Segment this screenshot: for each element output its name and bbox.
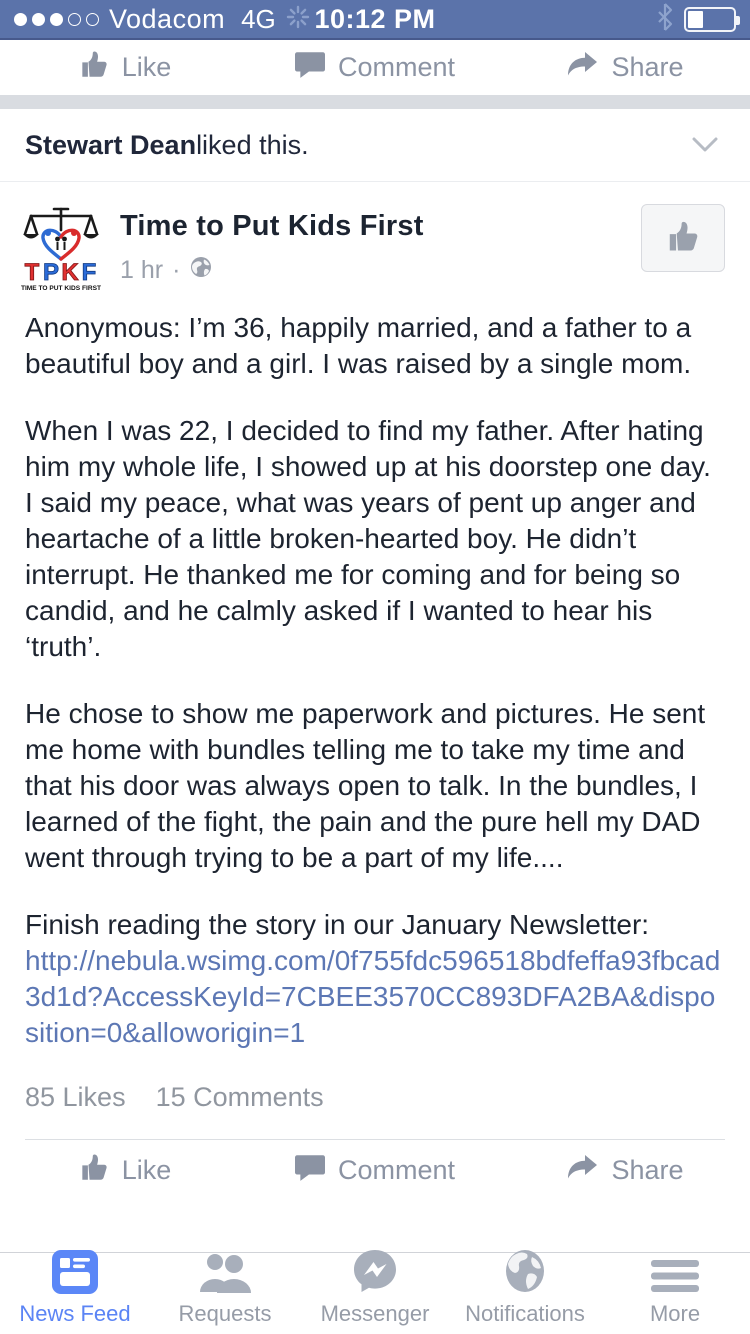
like-label: Like [121,52,172,82]
post-meta [120,255,424,286]
share-arrow-icon [566,50,598,85]
svg-text:P: P [42,259,60,286]
svg-text:K: K [61,259,79,286]
comment-bubble-icon [295,49,325,86]
tab-label: News Feed [19,1301,131,1326]
bluetooth-icon [656,3,674,36]
share-label: Share [611,52,684,82]
bottom-engagement-bar [0,1140,750,1200]
post-stats-row [0,1082,750,1113]
finish-reading-text: Finish reading the story in our January Newsletter: [25,909,650,940]
share-label: Share [611,1154,684,1185]
svg-text:T: T [24,259,40,286]
top-engagement-bar [0,40,750,95]
meta-separator: · [172,256,181,284]
tab-label: More [649,1301,701,1326]
privacy-globe-icon [189,255,213,286]
share-button[interactable] [500,50,750,85]
messenger-icon [352,1248,398,1294]
share-button[interactable] [500,1153,750,1188]
news-feed-icon [52,1250,98,1294]
like-button[interactable] [0,1152,250,1189]
tab-requests[interactable] [150,1253,300,1334]
liker-name[interactable]: Stewart Dean [25,129,197,160]
comment-bubble-icon [295,1152,325,1189]
like-label: Like [121,1154,172,1185]
post-paragraph [25,907,725,1051]
thumbs-up-icon [666,219,700,258]
post-body [0,302,750,1051]
liked-suffix: liked this. [196,129,309,160]
post-options-chevron[interactable] [685,131,725,159]
page-profile-picture[interactable] [20,204,102,294]
signal-strength-icon [14,13,99,26]
friend-requests-icon [198,1252,252,1294]
like-page-button[interactable] [641,204,725,272]
post-paragraph: He chose to show me paperwork and pictures. He sent me home with bundles telling me to take my time and that his door was always open to talk. In the bundles, I learned of the fight, the pain and the pure hell my DAD went through trying to be a part of my life.... [25,698,706,873]
network-type-label: 4G [241,3,276,34]
hamburger-menu-icon [649,1253,701,1294]
tab-messenger[interactable] [300,1253,450,1334]
comment-label: Comment [337,1154,456,1185]
page-name-link[interactable]: Time to Put Kids First [120,210,424,242]
likes-count[interactable]: 85 Likes [25,1082,126,1112]
tab-bar [0,1252,750,1334]
logo-tagline: TIME TO PUT KIDS FIRST [20,285,102,292]
tab-label: Messenger [320,1301,430,1326]
tab-news-feed[interactable] [0,1253,150,1334]
tab-more[interactable] [600,1253,750,1334]
comments-count[interactable]: 15 Comments [155,1082,324,1112]
tab-label: Notifications [465,1301,585,1326]
thumbs-up-icon [79,1152,109,1189]
tab-label: Requests [178,1301,272,1326]
activity-spinner-icon [286,5,310,34]
post-header [0,182,750,302]
comment-button[interactable] [250,1152,500,1189]
clock-label: 10:12 PM [314,3,436,34]
comment-label: Comment [337,52,456,82]
notifications-globe-icon [502,1248,548,1294]
liked-by-header [0,109,750,182]
like-button[interactable] [0,49,250,86]
share-arrow-icon [566,1153,598,1188]
post-paragraph: Anonymous: I’m 36, happily married, and a father to a beautiful boy and a girl. I was raised by a single mom. [25,312,692,379]
post-timestamp: 1 hr [120,256,164,284]
carrier-label: Vodacom [109,3,226,34]
feed-separator [0,95,750,109]
status-bar [0,0,750,40]
svg-text:F: F [81,259,97,286]
comment-button[interactable] [250,49,500,86]
post-paragraph: When I was 22, I decided to find my father. After hating him my whole life, I showed up at his doorstep one day. I said my peace, what was years of pent up anger and heartache of a little broken-hearted boy. He didn’t interrupt. He thanked me for coming and for being so candid, and he calmly asked if I wanted to hear his ‘truth’. [25,415,711,662]
battery-icon [684,7,736,32]
tab-notifications[interactable] [450,1253,600,1334]
post-card [0,182,750,1200]
newsletter-link[interactable]: http://nebula.wsimg.com/0f755fdc596518bdfeffa93fbcad3d1d?AccessKeyId=7CBEE3570CC893DFA2BA&disposition=0&alloworigin=1 [25,945,721,1048]
thumbs-up-icon [79,49,109,86]
